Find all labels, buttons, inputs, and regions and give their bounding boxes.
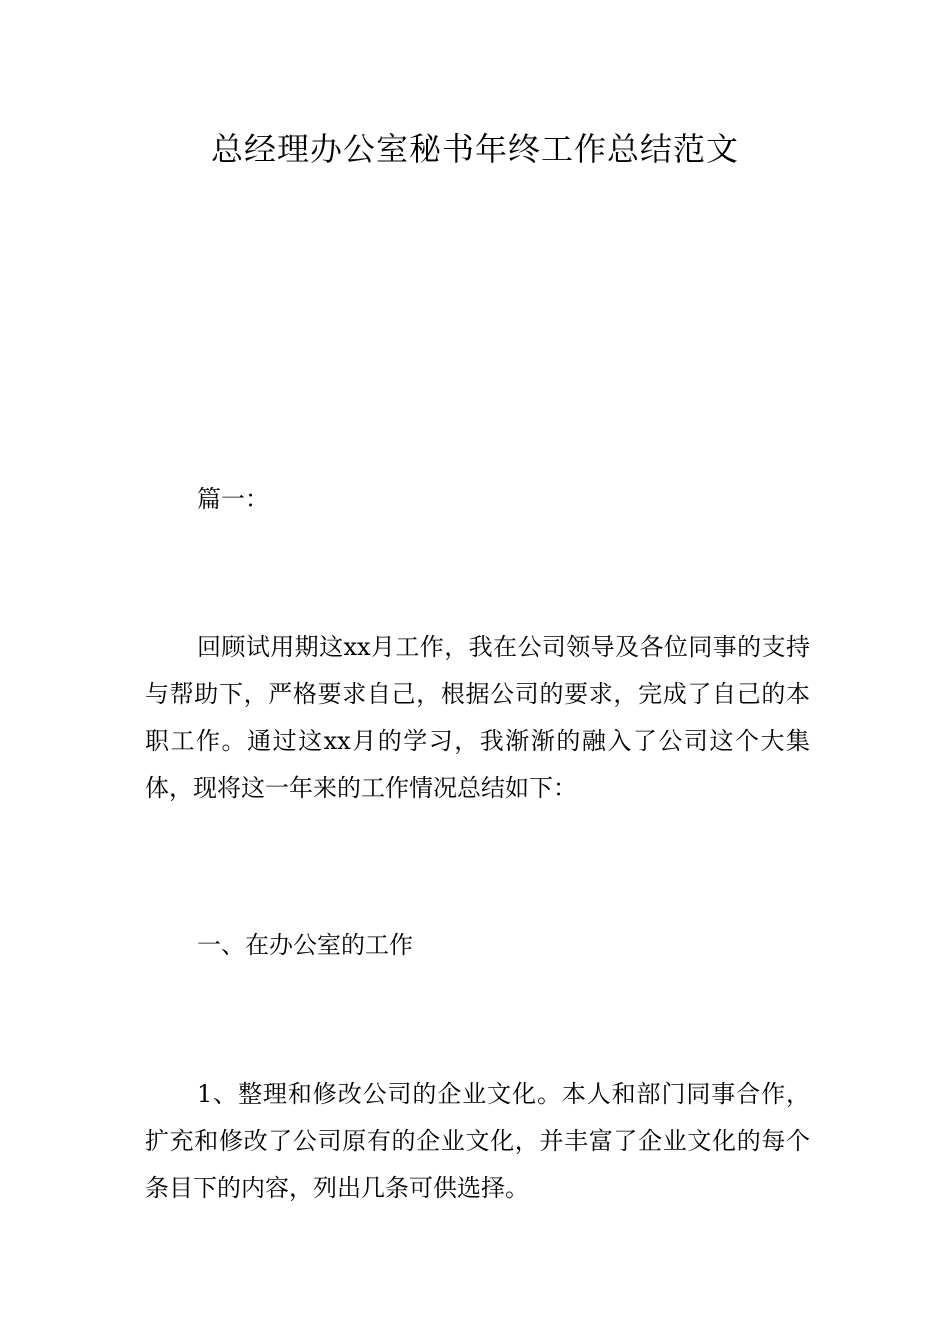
- section-label: 篇一：: [197, 485, 269, 513]
- intro-paragraph: 回顾试用期这xx月工作，我在公司领导及各位同事的支持与帮助下，严格要求自己，根据公司的要求，完成了自己的本职工作。通过这xx月的学习，我渐渐的融入了公司这个大集体，现将这一年来的工作情况总结如下：: [145, 633, 810, 802]
- list-item-paragraph: 1、整理和修改公司的企业文化。本人和部门同事合作，扩充和修改了公司原有的企业文化，并丰富了企业文化的每个条目下的内容，列出几条可供选择。: [145, 1080, 810, 1202]
- document-title: 总经理办公室秘书年终工作总结范文: [210, 130, 739, 168]
- section-heading: 一、在办公室的工作: [197, 931, 413, 959]
